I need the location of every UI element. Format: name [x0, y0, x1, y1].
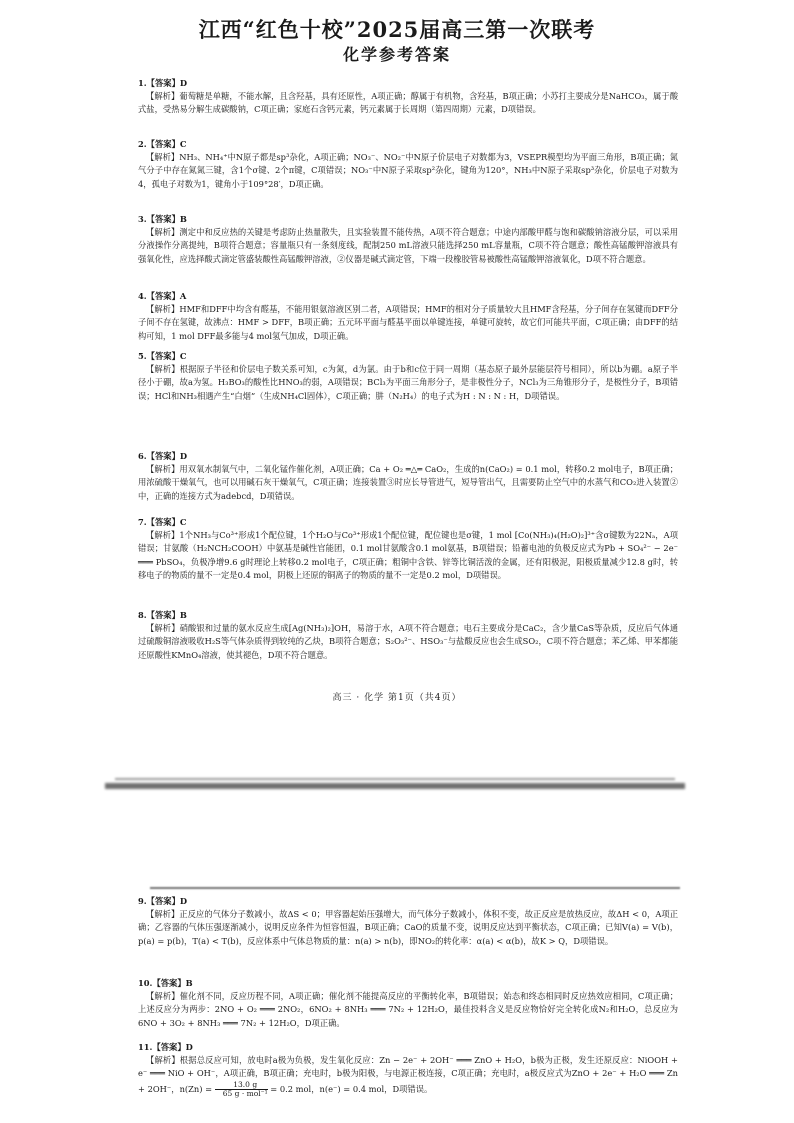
- question-number: 4.: [138, 291, 147, 301]
- page-subtitle: 化学参考答案: [342, 45, 451, 64]
- question-number: 9.: [138, 896, 147, 906]
- fraction: [215, 1081, 268, 1098]
- question-4: [138, 290, 678, 343]
- explanation-text: 【解析】测定中和反应热的关键是考虑防止热量散失，且实验装置不能传热，A项不符合题意；中途内部酸甲醛与饱和碳酸钠溶液分层，可以采用分液操作分离提纯，B项符合题意；容量瓶只有一条刻度线，配制250 mL溶液只能选择250 mL容量瓶，C项不符合题意；酸性高锰酸钾溶液具有强氧化性，应选择酸式滴定管盛装酸性高锰酸钾溶液，②仪器是碱式滴定管，下端一段橡胶管易被酸性高锰酸钾溶液氧化，D项不符合题意。: [138, 227, 678, 264]
- answer-sheet-page-2: [0, 875, 794, 1123]
- page-footer: 高三 · 化学 第1页（共4页）: [332, 693, 462, 703]
- question-number: 5.: [138, 351, 147, 361]
- explanation-text: 【解析】硝酸银和过量的氨水反应生成[Ag(NH₃)₂]OH，易溶于水，A项不符合题意；电石主要成分是CaC₂，含少量CaS等杂质，反应后气体通过硫酸铜溶液吸收H₂S等气体杂质得到较纯的乙炔，B项符合题意；S₂O₃²⁻、HSO₃⁻与盐酸反应也会生成SO₂，C项不符合题意；苯乙烯、甲苯都能还原酸性KMnO₄溶液，使其褪色，D项不符合题意。: [138, 623, 678, 660]
- explanation-text: 【解析】HMF和DFF中均含有醛基，不能用银氨溶液区别二者，A项错误；HMF的相对分子质量较大且HMF含羟基，分子间存在氢键而DFF分子间不存在氢键，故沸点：HMF > DFF，B项正确；五元环平面与醛基平面以单键连接，单键可旋转，故它们可能共平面，C项正确；由DFF的结构可知，1 mol DFF最多能与4 mol氢气加成，D项正确。: [138, 304, 678, 341]
- fraction-numerator: 13.0 g: [215, 1081, 268, 1090]
- fraction-denominator: 65 g · mol⁻¹: [222, 1088, 268, 1098]
- explanation-text: 【解析】根据总反应可知，放电时a极为负极，发生氧化反应：Zn − 2e⁻ + 2OH⁻ ═══ ZnO + H₂O，b极为正极，发生还原反应：NiOOH + e⁻ ═══ NiO + OH⁻，A项正确，B项正确；充电时，b极为阳极，与电源正极连接，C项正确；充电时，a极反应式为ZnO + 2e⁻ + H₂O ═══ Zn + 2OH⁻，n(Zn) =: [138, 1055, 678, 1094]
- question-number: 6.: [138, 451, 147, 461]
- explanation-text: 【解析】正反应的气体分子数减小，故ΔS < 0；甲容器起始压强增大，而气体分子数减小，体积不变，故正反应是放热反应，故ΔH < 0，A项正确；乙容器的气体压强逐渐减小，说明反应条件为恒容恒温，B项正确；CaO的质量不变，说明反应达到平衡状态，C项正确；已知V(a) = V(b)，p(a) = p(b)，T(a) < T(b)，反应体系中气体总物质的量：n(a) > n(b)，即NO₂的转化率：α(a) < α(b)，故K > Q，D项错误。: [138, 909, 678, 946]
- answer-label: 【答案】B: [152, 978, 193, 988]
- answer-label: 【答案】C: [146, 351, 187, 361]
- question-3: [138, 213, 678, 266]
- page-divider-bar: [105, 783, 685, 789]
- explanation-text: 【解析】葡萄糖是单糖，不能水解，且含羟基，具有还原性，A项正确；醇属于有机物，含羟基，B项正确；小苏打主要成分是NaHCO₃，属于酸式盐，受热易分解生成碳酸钠，C项正确；家庭石含钙元素，钙元素属于长周期（第四周期）元素，D项错误。: [138, 91, 678, 115]
- explanation-text: 【解析】催化剂不同，反应历程不同，A项正确；催化剂不能提高反应的平衡转化率，B项错误；始态和终态相同时反应热效应相同，C项正确；上述反应分为两步：2NO + O₂ ═══ 2NO₂，6NO₂ + 8NH₃ ═══ 7N₂ + 12H₂O，最佳投料含义是反应物恰好完全转化成N₂和H₂O，总反应为6NO + 3O₂ + 8NH₃ ═══ 7N₂ + 12H₂O，D项正确。: [138, 991, 678, 1028]
- question-number: 10.: [138, 978, 153, 988]
- question-8: [138, 609, 678, 662]
- answer-label: 【答案】C: [146, 517, 187, 527]
- answer-label: 【答案】B: [146, 610, 187, 620]
- answer-label: 【答案】D: [146, 896, 188, 906]
- question-7: [138, 516, 678, 582]
- answer-label: 【答案】B: [146, 214, 187, 224]
- question-9: [138, 895, 678, 948]
- question-5: [138, 350, 678, 403]
- answer-label: 【答案】D: [146, 451, 188, 461]
- question-number: 7.: [138, 517, 147, 527]
- explanation-text: 【解析】用双氧水制氧气中，二氧化锰作催化剂，A项正确；Ca + O₂ ═△═ CaO₂，生成的n(CaO₂) = 0.1 mol，转移0.2 mol电子，B项正确；用浓硫酸干燥氧气，也可以用碱石灰干燥氧气，C项正确；连接装置③时应长导管进气，短导管出气，且需要防止空气中的水蒸气和CO₂进入装置②中，正确的连接方式为adebcd，D项错误。: [138, 464, 678, 501]
- explanation-text: 【解析】1个NH₃与Co³⁺形成1个配位键，1个H₂O与Co³⁺形成1个配位键，配位键也是σ键，1 mol [Co(NH₃)₄(H₂O)₂]³⁺含σ键数为22Nₐ，A项错误；甘氨酸（H₂NCH₂COOH）中氨基是碱性官能团，0.1 mol甘氨酸含0.1 mol氨基，B项错误；铅蓄电池的负极反应式为Pb + SO₄²⁻ − 2e⁻ ═══ PbSO₄，负极净增9.6 g时理论上转移0.2 mol电子，C项正确；粗铜中含铁、锌等比铜活泼的金属，还有阳极泥，阳极质量减少12.8 g时，转移电子的物质的量不一定是0.4 mol，阴极上还原的铜离子的物质的量不一定是0.2 mol，D项错误。: [138, 530, 678, 580]
- question-10: [138, 977, 678, 1030]
- question-6: [138, 450, 678, 503]
- explanation-text: 【解析】NH₃、NH₄⁺中N原子都是sp³杂化，A项正确；NO₃⁻、NO₂⁻中N原子价层电子对数都为3，VSEPR模型均为平面三角形，B项正确；氮气分子中存在氮氮三键，含1个σ键、2个π键，C项错误；NO₃⁻中N原子采取sp²杂化，键角为120°，NH₃中N原子采取sp³杂化，价层电子对数为4，孤电子对数为1，键角小于109°28′，D项正确。: [138, 152, 678, 189]
- question-number: 2.: [138, 139, 147, 149]
- question-2: [138, 138, 678, 191]
- question-number: 8.: [138, 610, 147, 620]
- page-title: 江西“红色十校”2025届高三第一次联考: [198, 17, 596, 42]
- question-number: 1.: [138, 78, 147, 88]
- answer-label: 【答案】D: [146, 78, 188, 88]
- answer-label: 【答案】C: [146, 139, 187, 149]
- answer-label: 【答案】A: [146, 291, 187, 301]
- question-number: 3.: [138, 214, 147, 224]
- scan-artifact-line: [115, 778, 675, 780]
- question-number: 11.: [138, 1042, 153, 1052]
- answer-label: 【答案】D: [152, 1042, 193, 1052]
- question-1: [138, 77, 678, 117]
- question-11: [138, 1041, 678, 1098]
- explanation-text: 【解析】根据原子半径和价层电子数关系可知，c为氮，d为氯。由于b和c位于同一周期（基态原子最外层能层符号相同），所以b为硼。a原子半径小于硼，故a为氢。H₃BO₃的酸性比HNO₃的弱，A项错误；BCl₃为平面三角形分子，是非极性分子，NCl₃为三角锥形分子，是极性分子，B项错误；HCl和NH₃相遇产生“白烟”（生成NH₄Cl固体），C项正确；肼（N₂H₄）的电子式为H : N : N : H，D项错误。: [138, 364, 678, 401]
- explanation-text-tail: = 0.2 mol，n(e⁻) = 0.4 mol，D项错误。: [270, 1083, 433, 1094]
